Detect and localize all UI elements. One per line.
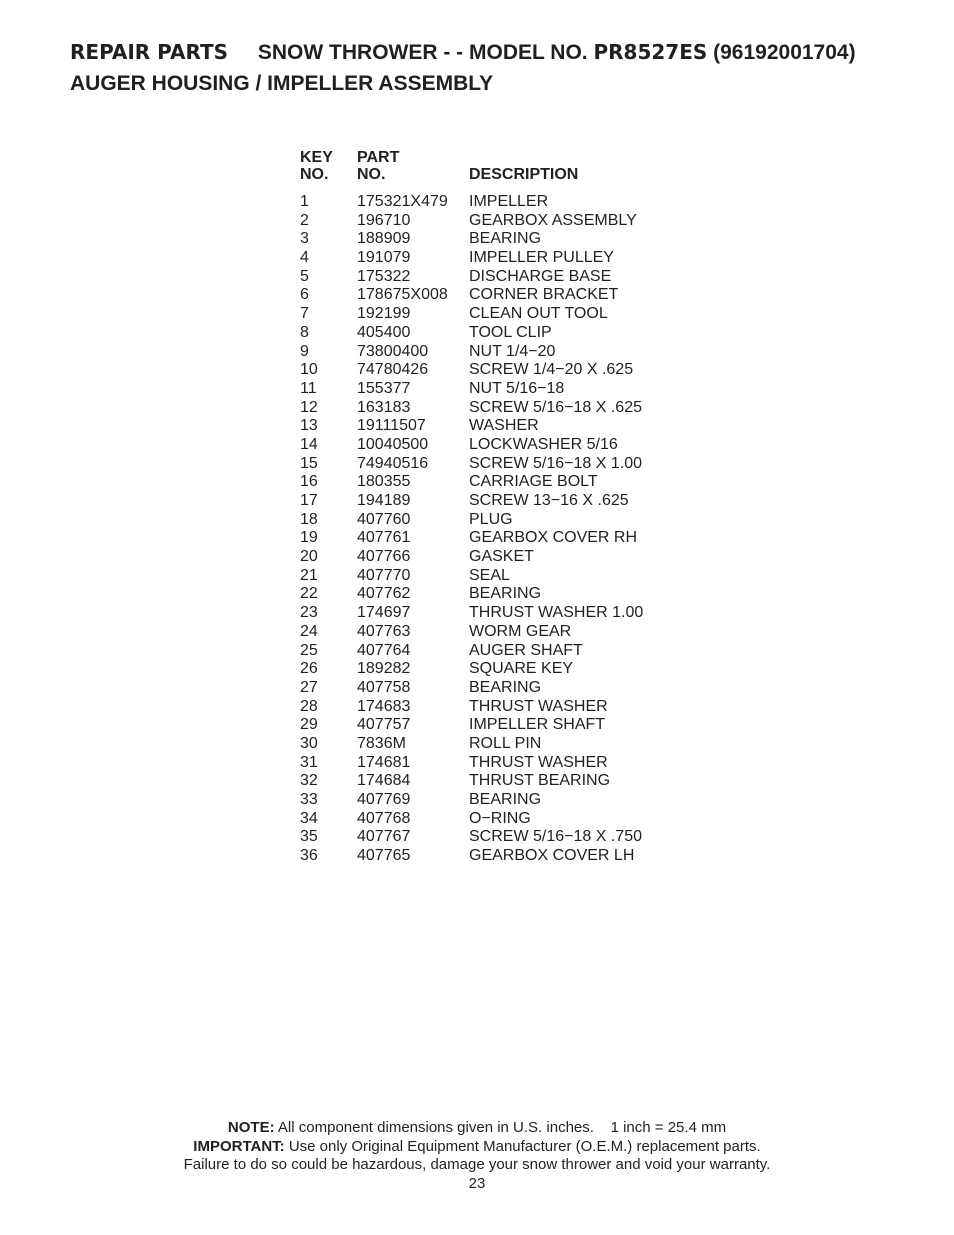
description-cell: SEAL bbox=[469, 566, 510, 584]
part-no-cell: 175322 bbox=[357, 267, 411, 285]
part-no-cell: 407766 bbox=[357, 548, 411, 566]
key-no-cell: 26 bbox=[300, 660, 318, 678]
part-no-cell: 407758 bbox=[357, 678, 411, 696]
part-no-cell: 19111507 bbox=[357, 417, 426, 435]
part-no-cell: 180355 bbox=[357, 473, 411, 491]
part-no-cell: 155377 bbox=[357, 379, 411, 397]
description-cell: WASHER bbox=[469, 417, 539, 435]
key-no-cell: 24 bbox=[300, 622, 318, 640]
key-header-line2: NO. bbox=[300, 166, 329, 183]
part-no-cell: 407764 bbox=[357, 641, 411, 659]
key-no-cell: 33 bbox=[300, 791, 318, 808]
key-no-cell: 34 bbox=[300, 809, 318, 827]
product-label: SNOW THROWER - - MODEL NO. bbox=[257, 41, 588, 64]
description-cell: GEARBOX COVER RH bbox=[469, 529, 638, 547]
assembly-title: AUGER HOUSING / IMPELLER ASSEMBLY bbox=[70, 72, 494, 95]
description-header: DESCRIPTION bbox=[469, 166, 579, 183]
description-cell: BEARING bbox=[469, 230, 542, 248]
part-no-cell: 74940516 bbox=[357, 454, 429, 472]
model-number: (96192001704) bbox=[713, 41, 856, 64]
part-no-cell: 405400 bbox=[357, 323, 411, 341]
model-name: PR8527ES bbox=[593, 40, 708, 64]
description-cell: LOCKWASHER 5/16 bbox=[469, 435, 618, 453]
description-cell: CORNER BRACKET bbox=[469, 286, 619, 304]
part-no-cell: 407763 bbox=[357, 622, 411, 640]
description-cell: PLUG bbox=[469, 510, 513, 528]
description-cell: AUGER SHAFT bbox=[469, 641, 583, 659]
part-no-cell: 407770 bbox=[357, 566, 411, 584]
key-header-line1: KEY bbox=[300, 149, 333, 166]
key-no-cell: 5 bbox=[300, 267, 309, 285]
key-no-cell: 19 bbox=[300, 529, 318, 547]
part-no-cell: 194189 bbox=[357, 492, 411, 509]
part-no-cell: 407767 bbox=[357, 828, 411, 846]
key-no-cell: 11 bbox=[300, 379, 317, 397]
warning-line: Failure to do so could be hazardous, damage your snow thrower and void your warranty. bbox=[183, 1156, 771, 1173]
description-cell: IMPELLER PULLEY bbox=[469, 249, 614, 267]
part-no-cell: 74780426 bbox=[357, 361, 429, 379]
description-cell: SCREW 13−16 X .625 bbox=[469, 492, 629, 509]
page-header bbox=[70, 38, 930, 98]
part-no-cell: 196710 bbox=[357, 211, 411, 229]
part-no-cell: 174697 bbox=[357, 604, 411, 622]
part-no-cell: 175321X479 bbox=[357, 193, 448, 210]
key-no-cell: 29 bbox=[300, 716, 318, 734]
part-no-cell: 407769 bbox=[357, 791, 411, 808]
description-cell: GEARBOX ASSEMBLY bbox=[469, 211, 637, 229]
key-no-cell: 36 bbox=[300, 847, 318, 865]
part-no-cell: 407761 bbox=[357, 529, 411, 547]
part-no-cell: 192199 bbox=[357, 305, 411, 323]
description-cell: O−RING bbox=[469, 809, 531, 827]
description-cell: SCREW 5/16−18 X .750 bbox=[469, 828, 642, 846]
note-line bbox=[0, 1119, 954, 1138]
key-no-cell: 16 bbox=[300, 473, 318, 491]
page-footer bbox=[0, 1119, 954, 1193]
description-cell: THRUST WASHER bbox=[469, 697, 608, 715]
key-no-cell: 9 bbox=[300, 342, 309, 360]
description-cell: BEARING bbox=[469, 678, 542, 696]
key-no-cell: 27 bbox=[300, 678, 318, 696]
description-cell: SQUARE KEY bbox=[469, 660, 574, 678]
description-cell: GEARBOX COVER LH bbox=[469, 847, 635, 865]
description-cell: TOOL CLIP bbox=[469, 323, 552, 341]
part-no-cell: 407762 bbox=[357, 585, 411, 603]
key-no-cell: 31 bbox=[300, 753, 318, 771]
conversion-text: 1 inch = 25.4 mm bbox=[610, 1119, 727, 1136]
part-header-line1: PART bbox=[357, 149, 400, 166]
description-cell: THRUST WASHER bbox=[469, 753, 608, 771]
key-no-cell: 13 bbox=[300, 417, 318, 435]
description-cell: CLEAN OUT TOOL bbox=[469, 305, 608, 323]
description-cell: DISCHARGE BASE bbox=[469, 267, 612, 285]
key-no-cell: 17 bbox=[300, 492, 318, 509]
part-no-cell: 191079 bbox=[357, 249, 411, 267]
key-no-cell: 8 bbox=[300, 323, 309, 341]
description-cell: CARRIAGE BOLT bbox=[469, 473, 598, 491]
key-no-cell: 6 bbox=[300, 286, 309, 304]
part-no-cell: 174683 bbox=[357, 697, 411, 715]
part-header-line2: NO. bbox=[357, 166, 386, 183]
key-no-cell: 12 bbox=[300, 398, 318, 416]
description-cell: NUT 1/4−20 bbox=[469, 342, 556, 360]
description-cell: NUT 5/16−18 bbox=[469, 379, 565, 397]
key-no-cell: 3 bbox=[300, 230, 309, 248]
key-no-cell: 4 bbox=[300, 249, 309, 267]
key-no-cell: 15 bbox=[300, 454, 318, 472]
description-cell: IMPELLER bbox=[469, 193, 549, 210]
part-no-cell: 7836M bbox=[357, 734, 406, 752]
description-cell: SCREW 5/16−18 X .625 bbox=[469, 398, 642, 416]
page-number: 23 bbox=[468, 1174, 486, 1192]
important-line bbox=[0, 1138, 954, 1157]
key-no-cell: 25 bbox=[300, 641, 318, 659]
part-no-cell: 10040500 bbox=[357, 435, 429, 453]
repair-parts-label: REPAIR PARTS bbox=[70, 40, 229, 64]
key-no-cell: 20 bbox=[300, 548, 318, 566]
part-no-cell: 407757 bbox=[357, 716, 411, 734]
note-label: NOTE: bbox=[227, 1119, 275, 1136]
key-no-cell: 32 bbox=[300, 772, 318, 790]
part-no-cell: 174681 bbox=[357, 753, 411, 771]
header-title-line bbox=[70, 38, 930, 67]
note-text: All component dimensions given in U.S. inches. bbox=[277, 1119, 594, 1136]
part-no-cell: 163183 bbox=[357, 398, 411, 416]
description-cell: ROLL PIN bbox=[469, 734, 542, 752]
part-no-cell: 178675X008 bbox=[357, 286, 448, 304]
description-cell: IMPELLER SHAFT bbox=[469, 716, 606, 734]
key-no-cell: 35 bbox=[300, 828, 318, 846]
key-no-cell: 23 bbox=[300, 604, 318, 622]
important-text: Use only Original Equipment Manufacturer (O.E.M.) replacement parts. bbox=[288, 1137, 761, 1155]
key-no-cell: 22 bbox=[300, 585, 318, 603]
part-no-cell: 189282 bbox=[357, 660, 411, 678]
description-cell: SCREW 5/16−18 X 1.00 bbox=[469, 454, 642, 472]
key-no-cell: 10 bbox=[300, 361, 318, 379]
description-cell: THRUST WASHER 1.00 bbox=[469, 604, 644, 622]
description-cell: THRUST BEARING bbox=[469, 772, 611, 790]
key-no-cell: 30 bbox=[300, 734, 318, 752]
part-no-cell: 407765 bbox=[357, 847, 411, 865]
important-label: IMPORTANT: bbox=[193, 1137, 285, 1155]
key-no-cell: 1 bbox=[300, 193, 309, 210]
description-cell: SCREW 1/4−20 X .625 bbox=[469, 361, 634, 379]
part-no-cell: 188909 bbox=[357, 230, 411, 248]
description-cell: BEARING bbox=[469, 791, 542, 808]
key-no-cell: 14 bbox=[300, 435, 318, 453]
key-no-cell: 28 bbox=[300, 697, 318, 715]
key-no-cell: 2 bbox=[300, 211, 309, 229]
description-cell: BEARING bbox=[469, 585, 542, 603]
description-cell: GASKET bbox=[469, 548, 534, 566]
key-no-cell: 18 bbox=[300, 510, 318, 528]
part-no-cell: 407760 bbox=[357, 510, 411, 528]
part-no-cell: 407768 bbox=[357, 809, 411, 827]
part-no-cell: 174684 bbox=[357, 772, 411, 790]
key-no-cell: 21 bbox=[300, 566, 318, 584]
part-no-cell: 73800400 bbox=[357, 342, 429, 360]
key-no-cell: 7 bbox=[300, 305, 309, 323]
description-cell: WORM GEAR bbox=[469, 622, 572, 640]
